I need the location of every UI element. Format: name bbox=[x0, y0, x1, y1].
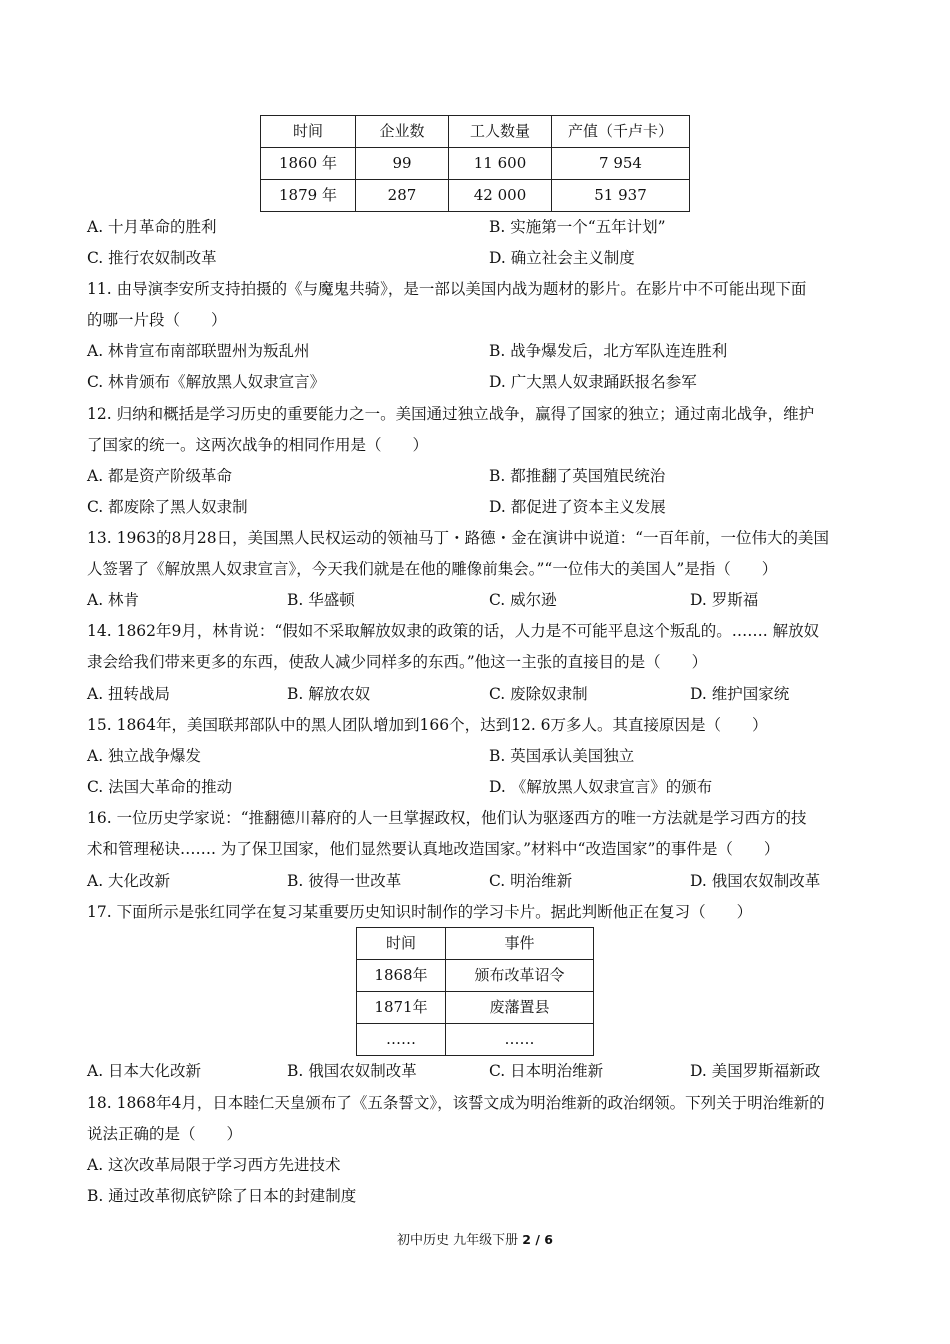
q14-option-d[interactable]: D. 维护国家统 bbox=[690, 685, 790, 703]
study-card-table bbox=[356, 927, 594, 1056]
table-row bbox=[261, 180, 690, 212]
q12-option-d[interactable]: D. 都促进了资本主义发展 bbox=[489, 498, 666, 516]
table-header-cell: 事件 bbox=[446, 928, 594, 960]
table-cell: 废藩置县 bbox=[446, 992, 594, 1024]
q18-option-a[interactable]: A. 这次改革局限于学习西方先进技术 bbox=[87, 1156, 341, 1174]
q12-option-c[interactable]: C. 都废除了黑人奴隶制 bbox=[87, 498, 248, 516]
q15-option-b[interactable]: B. 英国承认美国独立 bbox=[489, 747, 635, 765]
table-header-cell: 产值（千卢卡） bbox=[552, 116, 690, 148]
q17-option-c[interactable]: C. 日本明治维新 bbox=[489, 1062, 604, 1080]
table-cell: 51 937 bbox=[552, 180, 690, 212]
table-cell: 1868年 bbox=[357, 960, 446, 992]
q16-stem: 16. 一位历史学家说：“推翻德川幕府的人一旦掌握政权，他们认为驱逐西方的唯一方法就是学习西方的技 bbox=[87, 809, 807, 827]
table-row bbox=[261, 148, 690, 180]
q18-stem: 说法正确的是（ ） bbox=[87, 1125, 243, 1143]
production-table bbox=[260, 115, 690, 212]
q17-option-d[interactable]: D. 美国罗斯福新政 bbox=[690, 1062, 821, 1080]
table-cell: 42 000 bbox=[449, 180, 552, 212]
q10-option-b[interactable]: B. 实施第一个“五年计划” bbox=[489, 218, 666, 236]
q14-option-a[interactable]: A. 扭转战局 bbox=[87, 685, 171, 703]
q10-option-a[interactable]: A. 十月革命的胜利 bbox=[87, 218, 217, 236]
q17-stem: 17. 下面所示是张红同学在复习某重要历史知识时制作的学习卡片。据此判断他正在复习（ ） bbox=[87, 903, 753, 921]
q13-stem: 13. 1963的8月28日，美国黑人民权运动的领袖马丁・路德・金在演讲中说道：“一百年前，一位伟大的美国 bbox=[87, 529, 830, 547]
table-cell: 7 954 bbox=[552, 148, 690, 180]
q13-option-a[interactable]: A. 林肯 bbox=[87, 591, 140, 609]
table-row bbox=[357, 960, 594, 992]
q12-option-b[interactable]: B. 都推翻了英国殖民统治 bbox=[489, 467, 666, 485]
q11-stem: 的哪一片段（ ） bbox=[87, 311, 227, 329]
table-header-cell: 企业数 bbox=[356, 116, 449, 148]
q10-option-c[interactable]: C. 推行农奴制改革 bbox=[87, 249, 217, 267]
q14-stem: 隶会给我们带来更多的东西，使敌人减少同样多的东西。”他这一主张的直接目的是（ ） bbox=[87, 653, 708, 671]
q13-option-b[interactable]: B. 华盛顿 bbox=[287, 591, 355, 609]
table-cell: 颁布改革诏令 bbox=[446, 960, 594, 992]
table-header-cell: 时间 bbox=[357, 928, 446, 960]
q17-option-a[interactable]: A. 日本大化改新 bbox=[87, 1062, 202, 1080]
q12-stem: 了国家的统一。这两次战争的相同作用是（ ） bbox=[87, 436, 429, 454]
q12-stem: 12. 归纳和概括是学习历史的重要能力之一。美国通过独立战争，赢得了国家的独立；通过南北战争，维护 bbox=[87, 405, 815, 423]
q11-option-b[interactable]: B. 战争爆发后，北方军队连连胜利 bbox=[489, 342, 728, 360]
q14-stem: 14. 1862年9月，林肯说：“假如不采取解放奴隶的政策的话，人力是不可能平息这个叛乱的。……. 解放奴 bbox=[87, 622, 820, 640]
q14-option-b[interactable]: B. 解放农奴 bbox=[287, 685, 371, 703]
q10-option-d[interactable]: D. 确立社会主义制度 bbox=[489, 249, 635, 267]
table-cell: 1871年 bbox=[357, 992, 446, 1024]
page-number: 2 / 6 bbox=[522, 1232, 553, 1247]
q15-option-a[interactable]: A. 独立战争爆发 bbox=[87, 747, 202, 765]
table-cell: 1860 年 bbox=[261, 148, 356, 180]
q13-option-d[interactable]: D. 罗斯福 bbox=[690, 591, 759, 609]
table-header-cell: 工人数量 bbox=[449, 116, 552, 148]
table-row bbox=[357, 1024, 594, 1056]
q15-option-c[interactable]: C. 法国大革命的推动 bbox=[87, 778, 233, 796]
q16-stem: 术和管理秘诀……. 为了保卫国家，他们显然要认真地改造国家。”材料中“改造国家”的事件是（ ） bbox=[87, 840, 780, 858]
q11-option-c[interactable]: C. 林肯颁布《解放黑人奴隶宣言》 bbox=[87, 373, 326, 391]
q18-option-b[interactable]: B. 通过改革彻底铲除了日本的封建制度 bbox=[87, 1187, 357, 1205]
table-cell: …… bbox=[357, 1024, 446, 1056]
q14-option-c[interactable]: C. 废除奴隶制 bbox=[489, 685, 588, 703]
page-footer bbox=[0, 1229, 950, 1248]
table-cell: 99 bbox=[356, 148, 449, 180]
q16-option-a[interactable]: A. 大化改新 bbox=[87, 872, 171, 890]
footer-title: 初中历史 九年级下册 bbox=[397, 1233, 523, 1248]
table-cell: 11 600 bbox=[449, 148, 552, 180]
q15-stem: 15. 1864年，美国联邦部队中的黑人团队增加到166个，达到12. 6万多人。其直接原因是（ ） bbox=[87, 716, 768, 734]
q11-option-d[interactable]: D. 广大黑人奴隶踊跃报名参军 bbox=[489, 373, 697, 391]
table-header-row bbox=[261, 116, 690, 148]
q13-stem: 人签署了《解放黑人奴隶宣言》，今天我们就是在他的雕像前集会。”“一位伟大的美国人”是指（ ） bbox=[87, 560, 778, 578]
q18-stem: 18. 1868年4月，日本睦仁天皇颁布了《五条誓文》，该誓文成为明治维新的政治纲领。下列关于明治维新的 bbox=[87, 1094, 825, 1112]
table-cell: …… bbox=[446, 1024, 594, 1056]
q16-option-d[interactable]: D. 俄国农奴制改革 bbox=[690, 872, 821, 890]
q11-stem: 11. 由导演李安所支持拍摄的《与魔鬼共骑》，是一部以美国内战为题材的影片。在影片中不可能出现下面 bbox=[87, 280, 807, 298]
q15-option-d[interactable]: D. 《解放黑人奴隶宣言》的颁布 bbox=[489, 778, 713, 796]
q11-option-a[interactable]: A. 林肯宣布南部联盟州为叛乱州 bbox=[87, 342, 310, 360]
table-row bbox=[357, 992, 594, 1024]
q16-option-b[interactable]: B. 彼得一世改革 bbox=[287, 872, 402, 890]
table-cell: 287 bbox=[356, 180, 449, 212]
q12-option-a[interactable]: A. 都是资产阶级革命 bbox=[87, 467, 233, 485]
table-cell: 1879 年 bbox=[261, 180, 356, 212]
table-header-cell: 时间 bbox=[261, 116, 356, 148]
q13-option-c[interactable]: C. 威尔逊 bbox=[489, 591, 557, 609]
q16-option-c[interactable]: C. 明治维新 bbox=[489, 872, 573, 890]
q17-option-b[interactable]: B. 俄国农奴制改革 bbox=[287, 1062, 417, 1080]
table-header-row bbox=[357, 928, 594, 960]
